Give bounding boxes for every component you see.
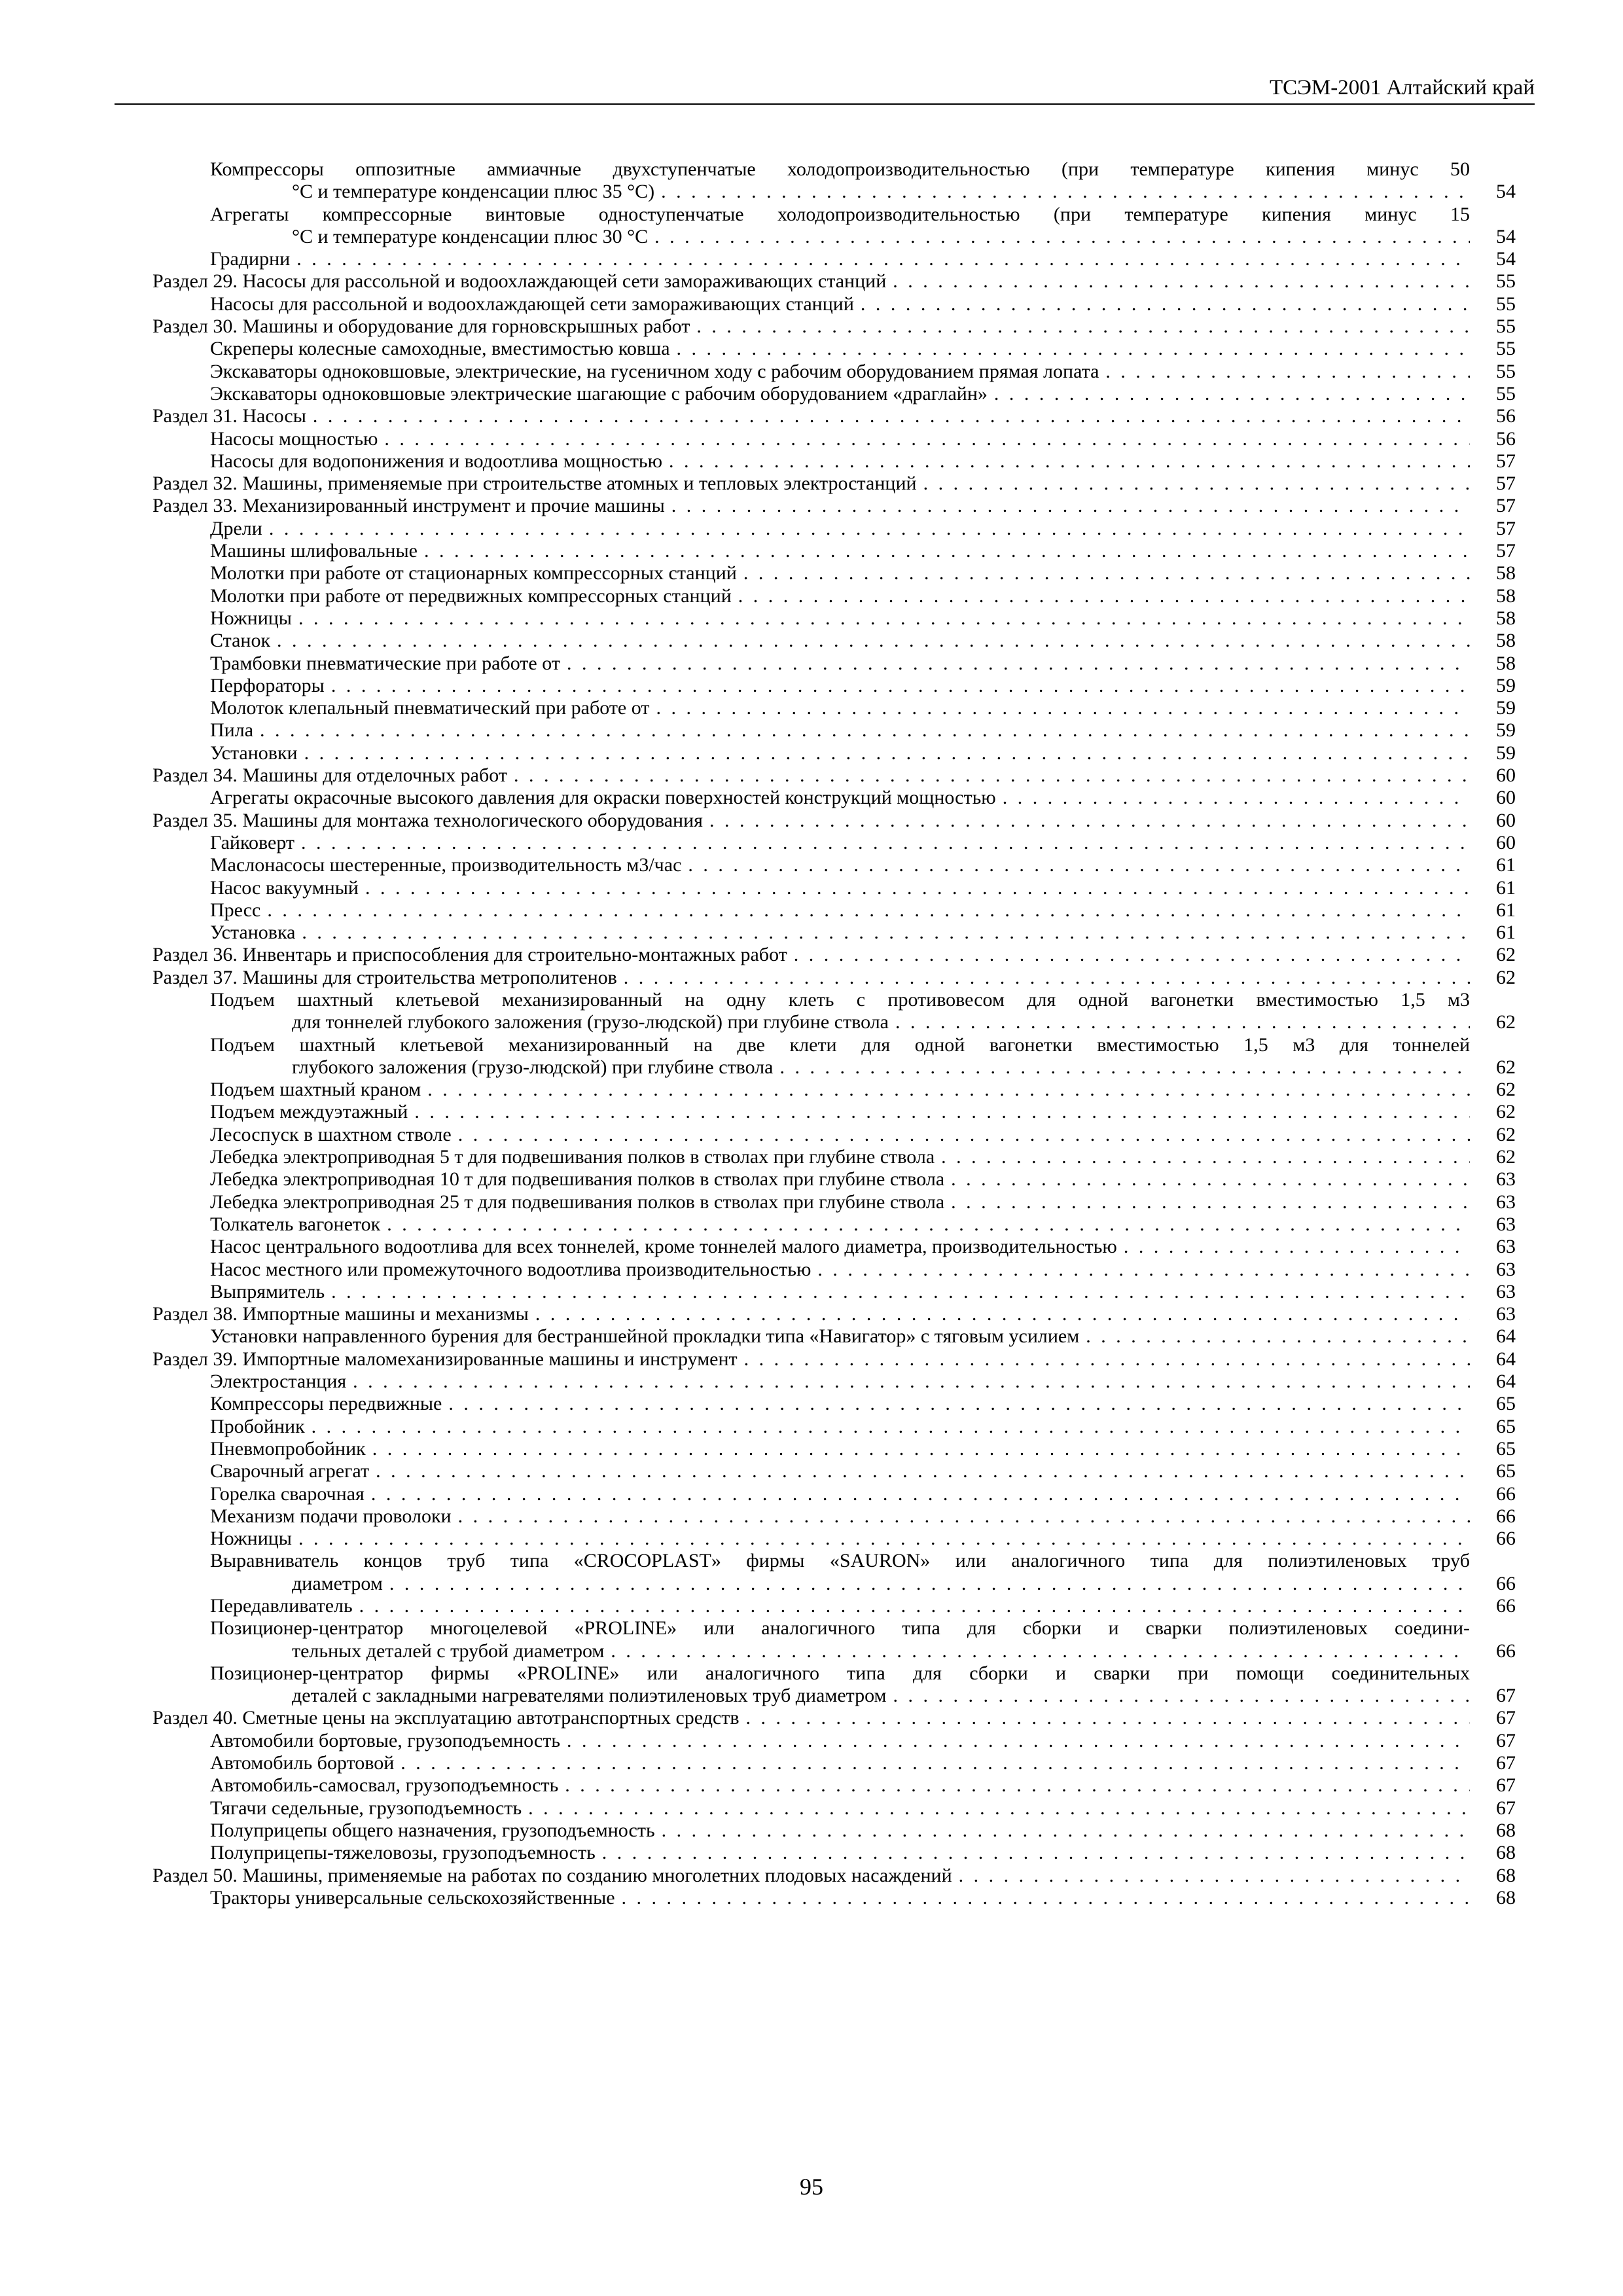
dot-leader [1086, 1325, 1470, 1348]
toc-page-number: 61 [1496, 854, 1516, 876]
toc-page-number: 67 [1496, 1707, 1516, 1729]
toc-item[interactable] [210, 1774, 1516, 1797]
toc-page-number: 55 [1496, 382, 1516, 404]
toc-page-number: 59 [1496, 697, 1516, 719]
toc-section[interactable] [152, 967, 1516, 989]
toc-item[interactable] [210, 1662, 1516, 1708]
toc-item[interactable] [210, 1820, 1516, 1842]
toc-entry-text: Молотки при работе от передвижных компрессорных станций [210, 584, 732, 607]
toc-page-number: 68 [1496, 1864, 1516, 1886]
toc-section[interactable] [152, 1348, 1516, 1371]
toc-entry-text: Автомобиль бортовой [210, 1752, 395, 1774]
dot-leader [514, 764, 1470, 787]
toc-entry-text: Раздел 31. Насосы [152, 405, 306, 427]
toc-item[interactable] [210, 1550, 1516, 1595]
toc-item[interactable] [210, 742, 1516, 764]
toc-page-number: 58 [1496, 630, 1516, 652]
toc-item[interactable] [210, 989, 1516, 1034]
dot-leader [371, 1483, 1470, 1505]
toc-entry-text: Тракторы универсальные сельскохозяйственные [210, 1886, 615, 1909]
dot-leader [458, 1505, 1470, 1528]
toc-entry-text: Компрессоры оппозитные аммиачные двухступенчатые холодопроизводительностью (при температуре кипения минус 50 [210, 158, 1470, 180]
toc-entry-text: Пневмопробойник [210, 1437, 366, 1460]
dot-leader [427, 1079, 1470, 1101]
dot-leader [269, 518, 1470, 540]
dot-leader [365, 877, 1470, 899]
toc-page-number: 55 [1496, 293, 1516, 315]
dot-leader [298, 1528, 1470, 1550]
dot-leader [677, 338, 1470, 360]
toc-item[interactable] [210, 1797, 1516, 1820]
dot-leader [312, 1416, 1470, 1438]
toc-entry-text: Ножницы [210, 607, 292, 629]
toc-item[interactable] [210, 1393, 1516, 1415]
dot-leader [951, 1168, 1470, 1191]
toc-item[interactable] [210, 383, 1516, 405]
toc-entry-text: Выравниватель концов труб типа «CROCOPLAST» фирмы «SAURON» или аналогичного типа для полиэтиленовых труб [210, 1550, 1470, 1572]
toc-item[interactable] [210, 607, 1516, 630]
toc-entry-text: Градирни [210, 248, 291, 270]
toc-item[interactable] [210, 653, 1516, 675]
dot-leader [743, 562, 1470, 584]
toc-item[interactable] [210, 450, 1516, 473]
toc-page-number: 59 [1496, 742, 1516, 764]
toc-entry-text: Машины шлифовальные [210, 540, 418, 562]
toc-entry-text: Раздел 38. Импортные машины и механизмы [152, 1303, 529, 1325]
dot-leader [1105, 361, 1470, 383]
dot-leader [656, 697, 1470, 719]
dot-leader [779, 1056, 1470, 1079]
toc-entry-text: Раздел 35. Машины для монтажа технологического оборудования [152, 809, 703, 831]
toc-entry-text: Подъем шахтный клетьевой механизированный на две клети для одной вагонетки вместимостью 1,5 м3 для тоннелей [210, 1033, 1470, 1056]
toc-item[interactable] [210, 1460, 1516, 1482]
dot-leader [458, 1124, 1470, 1146]
toc-entry-text: Раздел 39. Импортные маломеханизированные машины и инструмент [152, 1348, 738, 1370]
toc-item[interactable] [210, 361, 1516, 383]
toc-page-number: 57 [1496, 540, 1516, 562]
toc-page-number: 57 [1496, 517, 1516, 539]
toc-entry-text: Экскаваторы одноковшовые, электрические, на гусеничном ходу с рабочим оборудованием прямая лопата [210, 360, 1099, 382]
dot-leader [861, 293, 1470, 315]
dot-leader [817, 1259, 1470, 1281]
toc-entry-text: Лесоспуск в шахтном стволе [210, 1123, 452, 1145]
dot-leader [448, 1393, 1470, 1415]
toc-item[interactable] [210, 540, 1516, 562]
toc-page-number: 66 [1496, 1505, 1516, 1527]
toc-item[interactable] [210, 1887, 1516, 1909]
toc-item[interactable] [210, 248, 1516, 270]
dot-leader [744, 1348, 1470, 1371]
toc-entry-text: Подъем шахтный клетьевой механизированный на одну клеть с противовесом для одной вагонетки вместимостью 1,5 м3 [210, 988, 1470, 1011]
toc-entry-text: Автомобили бортовые, грузоподъемность [210, 1729, 561, 1751]
dot-leader [611, 1640, 1470, 1662]
dot-leader [662, 1820, 1470, 1842]
toc-page-number: 55 [1496, 360, 1516, 382]
dot-leader [331, 1281, 1470, 1303]
toc-entry-text: Насосы для рассольной и водоохлаждающей сети замораживающих станций [210, 293, 854, 315]
dot-leader [941, 1146, 1470, 1168]
toc-item[interactable] [210, 1483, 1516, 1505]
toc-section[interactable] [152, 1707, 1516, 1729]
toc-page-number: 62 [1496, 1101, 1516, 1123]
dot-leader [951, 1191, 1470, 1213]
toc-entry-text: Лебедка электроприводная 10 т для подвешивания полков в стволах при глубине ствола [210, 1168, 945, 1191]
toc-section[interactable] [152, 405, 1516, 427]
toc-entry-text: Экскаваторы одноковшовые электрические шагающие с рабочим оборудованием «драглайн» [210, 382, 988, 404]
toc-item[interactable] [210, 719, 1516, 742]
toc-entry-text: Автомобиль-самосвал, грузоподъемность [210, 1774, 559, 1797]
dot-leader [414, 1101, 1470, 1123]
dot-leader [696, 315, 1470, 338]
dot-leader [296, 248, 1470, 270]
dot-leader [661, 181, 1470, 203]
toc-entry-text: Гайковерт [210, 831, 295, 853]
dot-leader [565, 1774, 1470, 1797]
toc-section[interactable] [152, 944, 1516, 966]
dot-leader [567, 653, 1470, 675]
toc-page-number: 62 [1496, 1123, 1516, 1145]
toc-page-number: 58 [1496, 607, 1516, 629]
toc-item[interactable] [210, 585, 1516, 607]
dot-leader [424, 540, 1470, 562]
toc-item[interactable] [210, 1371, 1516, 1393]
toc-item[interactable] [210, 832, 1516, 854]
toc-page-number: 58 [1496, 584, 1516, 607]
toc-page-number: 65 [1496, 1437, 1516, 1460]
toc-entry-text: Насос местного или промежуточного водоотлива производительностью [210, 1258, 812, 1280]
toc-item[interactable] [210, 922, 1516, 944]
toc-entry-text: Полуприцепы общего назначения, грузоподъемность [210, 1819, 655, 1841]
toc-page-number: 64 [1496, 1348, 1516, 1370]
dot-leader [895, 1011, 1470, 1033]
header-title: ТСЭМ-2001 Алтайский край [1269, 76, 1535, 99]
toc-item[interactable] [210, 854, 1516, 876]
toc-entry-text: °С и температуре конденсации плюс 30 °С [292, 225, 649, 247]
toc-entry-text: Установки направленного бурения для бестраншейной прокладки типа «Навигатор» с тяговым усилием [210, 1325, 1080, 1348]
toc-entry-text: Ножницы [210, 1528, 292, 1550]
toc-entry-text: Пила [210, 719, 254, 742]
dot-leader [893, 270, 1470, 293]
dot-leader [331, 675, 1470, 697]
toc-item[interactable] [210, 1259, 1516, 1281]
page-header [115, 73, 1535, 105]
dot-leader [372, 1438, 1470, 1460]
toc-item[interactable] [210, 1325, 1516, 1348]
toc-item[interactable] [210, 899, 1516, 922]
toc-item[interactable] [210, 562, 1516, 584]
toc-page-number: 62 [1496, 1056, 1516, 1078]
toc-page-number: 56 [1496, 405, 1516, 427]
dot-leader [746, 1707, 1470, 1729]
toc-page-number: 68 [1496, 1819, 1516, 1841]
dot-leader [313, 405, 1470, 427]
toc-page-number: 63 [1496, 1168, 1516, 1191]
toc-entry-text: Трамбовки пневматические при работе от [210, 652, 560, 674]
page-number: 95 [800, 2174, 823, 2200]
toc-entry-text: Насос вакуумный [210, 876, 359, 899]
toc-section[interactable] [152, 764, 1516, 787]
toc-item[interactable] [210, 1505, 1516, 1528]
toc-item[interactable] [210, 293, 1516, 315]
toc-entry-text: Раздел 34. Машины для отделочных работ [152, 764, 507, 787]
toc-item[interactable] [210, 518, 1516, 540]
toc-item[interactable] [210, 1730, 1516, 1752]
toc-entry-text: °С и температуре конденсации плюс 35 °С) [292, 181, 655, 203]
toc-page-number: 62 [1496, 1011, 1516, 1033]
dot-leader [528, 1797, 1470, 1820]
toc-page-number: 66 [1496, 1595, 1516, 1617]
dot-leader [298, 607, 1470, 630]
toc-page-number: 54 [1496, 225, 1516, 247]
toc-page-number: 66 [1496, 1528, 1516, 1550]
toc-page-number: 65 [1496, 1415, 1516, 1437]
dot-leader [301, 832, 1470, 854]
dot-leader [304, 742, 1470, 764]
dot-leader [359, 1595, 1470, 1617]
toc-page-number: 65 [1496, 1393, 1516, 1415]
toc-entry-text: Раздел 32. Машины, применяемые при строительстве атомных и тепловых электростанций [152, 473, 917, 495]
toc-item[interactable] [210, 1617, 1516, 1662]
toc-page-number: 55 [1496, 315, 1516, 338]
toc-entry-text: Раздел 37. Машины для строительства метрополитенов [152, 966, 617, 988]
toc-page-number: 66 [1496, 1572, 1516, 1594]
toc-entry-text: Насосы для водопонижения и водоотлива мощностью [210, 450, 663, 472]
toc-section[interactable] [152, 810, 1516, 832]
toc-entry-text: Тягачи седельные, грузоподъемность [210, 1797, 522, 1819]
toc-entry-text: Дрели [210, 517, 262, 539]
dot-leader [260, 719, 1470, 742]
toc-entry-text: деталей с закладными нагревателями полиэтиленовых труб диаметром [292, 1685, 887, 1707]
toc-page-number: 60 [1496, 831, 1516, 853]
toc-entry-text: Установка [210, 922, 296, 944]
dot-leader [738, 585, 1470, 607]
toc-page-number: 65 [1496, 1460, 1516, 1482]
toc-entry-text: Толкатель вагонеток [210, 1213, 381, 1235]
dot-leader [923, 473, 1470, 495]
toc-entry-text: Полуприцепы-тяжеловозы, грузоподъемность [210, 1842, 596, 1864]
toc-page-number: 63 [1496, 1191, 1516, 1213]
toc-item[interactable] [210, 1595, 1516, 1617]
toc-entry-text: Насос центрального водоотлива для всех тоннелей, кроме тоннелей малого диаметра, производительностью [210, 1236, 1117, 1258]
toc-page-number: 63 [1496, 1280, 1516, 1302]
toc-item[interactable] [210, 630, 1516, 652]
toc-page-number: 58 [1496, 562, 1516, 584]
toc-page-number: 66 [1496, 1640, 1516, 1662]
toc-entry-text: Горелка сварочная [210, 1482, 365, 1505]
toc-page-number: 66 [1496, 1482, 1516, 1505]
toc-item[interactable] [210, 1101, 1516, 1123]
toc-entry-text: Скреперы колесные самоходные, вместимостью ковша [210, 338, 670, 360]
dot-leader [622, 1887, 1470, 1909]
toc-item[interactable] [210, 675, 1516, 697]
dot-leader [959, 1865, 1470, 1887]
toc-page-number: 55 [1496, 338, 1516, 360]
toc-page-number: 64 [1496, 1325, 1516, 1348]
toc-entry-text: Раздел 40. Сметные цены на эксплуатацию автотранспортных средств [152, 1707, 740, 1729]
toc-page-number: 56 [1496, 427, 1516, 450]
toc-section[interactable] [152, 495, 1516, 517]
dot-leader [994, 383, 1470, 405]
toc-page-number: 63 [1496, 1236, 1516, 1258]
dot-leader [688, 854, 1470, 876]
toc-entry-text: Сварочный агрегат [210, 1460, 370, 1482]
toc-entry-text: Агрегаты компрессорные винтовые одноступенчатые холодопроизводительностью (при температуре кипения минус 15 [210, 203, 1470, 225]
toc-entry-text: Раздел 29. Насосы для рассольной и водоохлаждающей сети замораживающих станций [152, 270, 887, 293]
toc-page-number: 67 [1496, 1729, 1516, 1751]
toc-entry-text: диаметром [292, 1572, 383, 1594]
toc-entry-text: Выпрямитель [210, 1280, 325, 1302]
toc-entry-text: Раздел 30. Машины и оборудование для горновскрышных работ [152, 315, 690, 338]
dot-leader [376, 1460, 1470, 1482]
toc-section[interactable] [152, 1303, 1516, 1325]
dot-leader [709, 810, 1470, 832]
toc-item[interactable] [210, 1034, 1516, 1079]
dot-leader [267, 899, 1470, 922]
dot-leader [669, 450, 1470, 473]
toc-page-number: 68 [1496, 1886, 1516, 1909]
toc-item[interactable] [210, 1842, 1516, 1864]
toc-item[interactable] [210, 158, 1516, 204]
toc-page-number: 60 [1496, 787, 1516, 809]
toc-entry-text: Подъем шахтный краном [210, 1079, 421, 1101]
toc-item[interactable] [210, 877, 1516, 899]
toc-entry-text: глубокого заложения (грузо-людской) при глубине ствола [292, 1056, 774, 1078]
toc-entry-text: Позиционер-центратор многоцелевой «PROLINE» или аналогичного типа для сборки и сварки полиэтиленовых соедини- [210, 1617, 1470, 1640]
dot-leader [302, 922, 1470, 944]
toc-entry-text: Раздел 50. Машины, применяемые на работах по созданию многолетних плодовых насаждений [152, 1864, 952, 1886]
toc-page-number: 57 [1496, 473, 1516, 495]
toc-entry-text: Молотки при работе от стационарных компрессорных станций [210, 562, 737, 584]
toc-item[interactable] [210, 428, 1516, 450]
toc-entry-text: Лебедка электроприводная 25 т для подвешивания полков в стволах при глубине ствола [210, 1191, 945, 1213]
toc-item[interactable] [210, 338, 1516, 360]
toc-item[interactable] [210, 1146, 1516, 1168]
toc-entry-text: Позиционер-центратор фирмы «PROLINE» или аналогичного типа для сборки и сварки при помощи соединительных [210, 1662, 1470, 1684]
toc-page-number: 58 [1496, 652, 1516, 674]
toc-page-number: 54 [1496, 181, 1516, 203]
toc-item[interactable] [210, 1168, 1516, 1191]
table-of-contents [152, 158, 1516, 1909]
toc-page-number: 57 [1496, 450, 1516, 472]
toc-item[interactable] [210, 1528, 1516, 1550]
toc-item[interactable] [210, 1213, 1516, 1236]
toc-page-number: 59 [1496, 719, 1516, 742]
dot-leader [389, 1573, 1470, 1595]
toc-page-number: 62 [1496, 944, 1516, 966]
dot-leader [794, 944, 1470, 966]
toc-entry-text: Станок [210, 630, 271, 652]
toc-entry-text: Маслонасосы шестеренные, производительность м3/час [210, 854, 682, 876]
toc-item[interactable] [210, 1236, 1516, 1258]
toc-page-number: 62 [1496, 1146, 1516, 1168]
toc-entry-text: Пробойник [210, 1415, 305, 1437]
dot-leader [671, 495, 1470, 517]
toc-page-number: 60 [1496, 764, 1516, 787]
toc-item[interactable] [210, 1079, 1516, 1101]
toc-entry-text: Подъем междуэтажный [210, 1101, 408, 1123]
toc-item[interactable] [210, 204, 1516, 249]
toc-section[interactable] [152, 315, 1516, 338]
toc-page-number: 62 [1496, 966, 1516, 988]
toc-item[interactable] [210, 1191, 1516, 1213]
toc-entry-text: Агрегаты окрасочные высокого давления для окраски поверхностей конструкций мощностью [210, 787, 996, 809]
toc-page-number: 63 [1496, 1303, 1516, 1325]
toc-page-number: 62 [1496, 1079, 1516, 1101]
toc-entry-text: Лебедка электроприводная 5 т для подвешивания полков в стволах при глубине ствола [210, 1146, 935, 1168]
dot-leader [567, 1730, 1470, 1752]
toc-entry-text: Раздел 36. Инвентарь и приспособления для строительно-монтажных работ [152, 944, 787, 966]
toc-page-number: 67 [1496, 1797, 1516, 1819]
toc-entry-text: Раздел 33. Механизированный инструмент и прочие машины [152, 495, 665, 517]
dot-leader [654, 226, 1470, 248]
toc-page-number: 68 [1496, 1842, 1516, 1864]
toc-page-number: 61 [1496, 922, 1516, 944]
dot-leader [401, 1752, 1470, 1774]
toc-page-number: 57 [1496, 495, 1516, 517]
toc-page-number: 67 [1496, 1774, 1516, 1797]
toc-item[interactable] [210, 787, 1516, 809]
toc-page-number: 63 [1496, 1213, 1516, 1235]
toc-item[interactable] [210, 1416, 1516, 1438]
toc-entry-text: Компрессоры передвижные [210, 1393, 442, 1415]
toc-item[interactable] [210, 1752, 1516, 1774]
toc-item[interactable] [210, 697, 1516, 719]
toc-entry-text: Механизм подачи проволоки [210, 1505, 452, 1527]
toc-page-number: 67 [1496, 1685, 1516, 1707]
dot-leader [1003, 787, 1470, 809]
toc-page-number: 54 [1496, 248, 1516, 270]
dot-leader [384, 428, 1470, 450]
dot-leader [353, 1371, 1470, 1393]
toc-section[interactable] [152, 1865, 1516, 1887]
toc-section[interactable] [152, 270, 1516, 293]
toc-item[interactable] [210, 1124, 1516, 1146]
toc-entry-text: Электростанция [210, 1371, 347, 1393]
toc-entry-text: Установки [210, 742, 298, 764]
toc-section[interactable] [152, 473, 1516, 495]
toc-entry-text: Молоток клепальный пневматический при работе от [210, 697, 650, 719]
toc-entry-text: Насосы мощностью [210, 427, 378, 450]
toc-entry-text: Перфораторы [210, 674, 325, 696]
dot-leader [1124, 1236, 1470, 1258]
toc-page-number: 60 [1496, 809, 1516, 831]
dot-leader [602, 1842, 1470, 1864]
toc-entry-text: Передавливатель [210, 1595, 353, 1617]
toc-page-number: 63 [1496, 1258, 1516, 1280]
toc-page-number: 67 [1496, 1752, 1516, 1774]
dot-leader [893, 1685, 1470, 1707]
toc-page-number: 64 [1496, 1371, 1516, 1393]
toc-page-number: 55 [1496, 270, 1516, 293]
dot-leader [535, 1303, 1470, 1325]
dot-leader [387, 1213, 1470, 1236]
toc-page-number: 61 [1496, 876, 1516, 899]
toc-item[interactable] [210, 1438, 1516, 1460]
toc-item[interactable] [210, 1281, 1516, 1303]
dot-leader [624, 967, 1470, 989]
dot-leader [277, 630, 1470, 652]
toc-entry-text: тельных деталей с трубой диаметром [292, 1640, 605, 1662]
toc-page-number: 59 [1496, 674, 1516, 696]
toc-page-number: 61 [1496, 899, 1516, 921]
toc-entry-text: для тоннелей глубокого заложения (грузо-людской) при глубине ствола [292, 1011, 889, 1033]
toc-entry-text: Пресс [210, 899, 261, 921]
